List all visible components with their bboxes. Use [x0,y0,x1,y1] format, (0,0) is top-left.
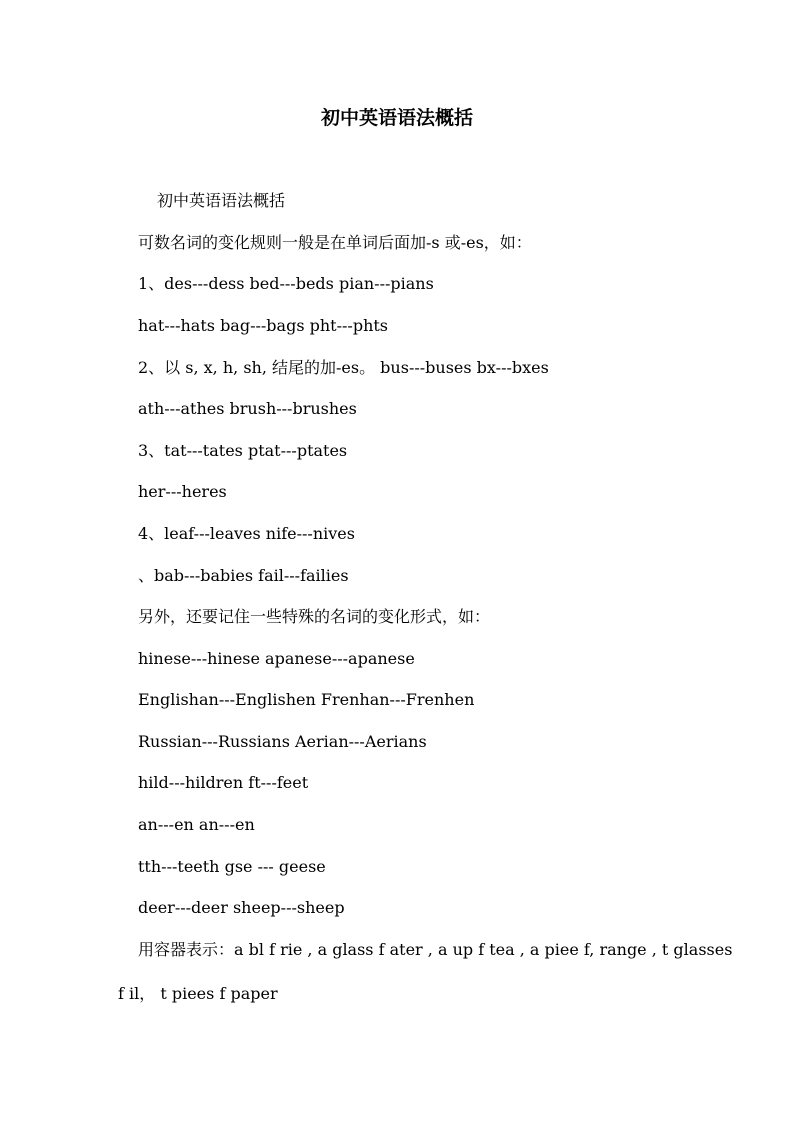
paragraph-line: an---en an---en [138,815,255,834]
paragraph-line: tth---teeth gse --- geese [138,857,326,876]
paragraph-line: hinese---hinese apanese---apanese [138,649,415,668]
paragraph-line: ath---athes brush---brushes [138,399,357,418]
paragraph-line: f il， t piees f paper [118,984,278,1003]
paragraph-line: 3、tat---tates ptat---ptates [138,441,348,460]
paragraph-line: hat---hats bag---bags pht---phts [138,316,389,335]
paragraph-line: 2、以 s, x, h, sh, 结尾的加-es。 bus---buses bx---bxes [138,358,549,377]
paragraph-line: Russian---Russians Aerian---Aerians [138,732,427,751]
document-title: 初中英语语法概括 [320,107,473,129]
paragraph-line: 另外，还要记住一些特殊的名词的变化形式，如： [138,607,491,626]
paragraph-line: 4、leaf---leaves nife---nives [138,524,355,543]
paragraph-line: 1、des---dess bed---beds pian---pians [138,274,434,293]
paragraph-line: 、bab---babies fail---failies [138,566,349,585]
paragraph-line: her---heres [138,482,227,501]
paragraph-line: Englishan---Englishen Frenhan---Frenhen [138,690,475,709]
paragraph-line: deer---deer sheep---sheep [138,898,345,917]
paragraph-line: 可数名词的变化规则一般是在单词后面加-s 或-es，如： [138,233,532,252]
paragraph-line: 用容器表示：a bl f rie , a glass f ater , a up f tea , a piee f, range , t glasses [138,940,733,959]
paragraph-line: 初中英语语法概括 [157,191,286,210]
paragraph-line: hild---hildren ft---feet [138,773,309,792]
